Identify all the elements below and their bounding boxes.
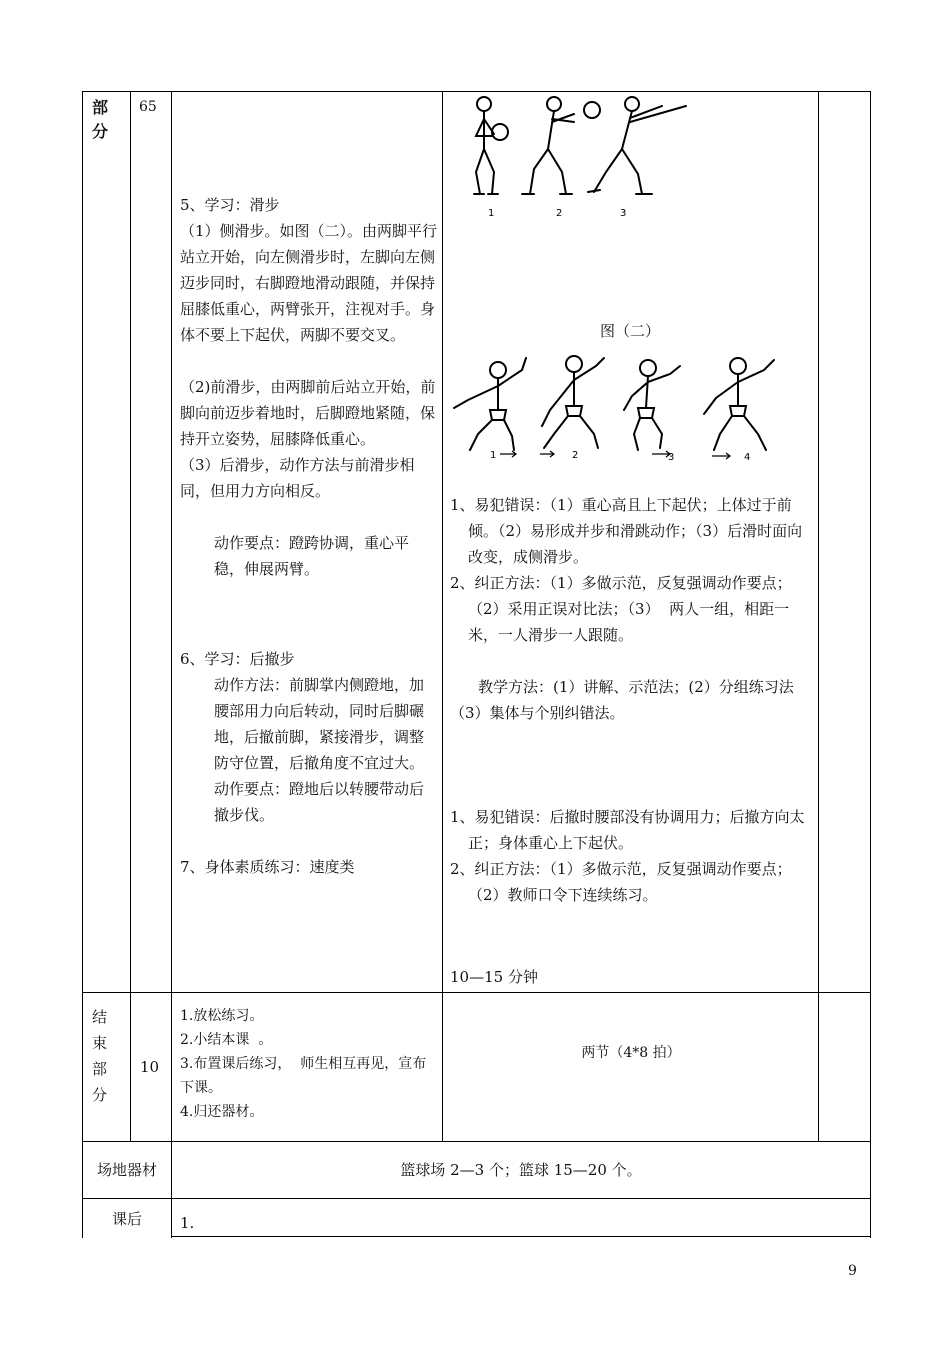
methods-column — [450, 492, 812, 908]
slide-fixes: 2、纠正方法：（1）多做示范，反复强调动作要点；（2）采用正误对比法；（3） 两人一组，相距一米，一人滑步一人跟随。 — [450, 574, 792, 644]
retreat-method-text: 动作方法：前脚掌内侧蹬地，加腰部用力向后转动，同时后脚碾地，后撤前脚，紧接滑步，调整防守位置，后撤角度不宜过大。 — [214, 676, 425, 772]
table-top-border — [82, 91, 871, 92]
after-class-value: 1. — [180, 1214, 195, 1232]
slide-figure-label-3: 3 — [668, 452, 675, 462]
retreat-key-points: 动作要点：蹬地后以转腰带动后撤步伐。 — [214, 780, 425, 824]
teaching-methods: 教学方法：(1）讲解、示范法；(2）分组练习法（3）集体与个别纠错法。 — [450, 678, 794, 722]
slide-figure-label-2: 2 — [572, 450, 579, 461]
end-item-1: 1.放松练习。 — [180, 1008, 264, 1024]
end-item-3: 3.布置课后练习， 师生相互再见，宣布下课。 — [180, 1056, 427, 1096]
table-right-border — [870, 91, 871, 1238]
table-row-divider — [82, 1141, 871, 1142]
after-class-label: 课后 — [111, 1210, 142, 1228]
content-column — [180, 192, 438, 880]
table-column-divider — [818, 91, 819, 1141]
slide-figure-label-1: 1 — [490, 450, 497, 461]
retreat-errors: 1、易犯错误：后撤时腰部没有协调用力；后撤方向太正；身体重心上下起伏。 — [450, 808, 805, 852]
section-time: 65 — [139, 99, 157, 115]
slide-figure-label-4: 4 — [744, 452, 751, 462]
slide-errors: 1、易犯错误：（1）重心高且上下起伏；上体过于前倾。（2）易形成并步和滑跳动作；（3）后滑时面向改变，成侧滑步。 — [450, 496, 803, 566]
fitness-practice: 7、身体素质练习：速度类 — [180, 858, 355, 876]
venue-value: 篮球场 2—3 个；篮球 15—20 个。 — [400, 1161, 642, 1179]
end-item-2: 2.小结本课 。 — [180, 1032, 273, 1048]
end-item-4: 4.归还器材。 — [180, 1104, 264, 1120]
passing-illustration — [462, 94, 702, 222]
venue-label: 场地器材 — [96, 1161, 157, 1179]
table-bottom-border — [171, 1236, 871, 1237]
table-column-divider — [442, 91, 443, 1141]
side-slide-text: （1）侧滑步。如图（二）。由两脚平行站立开始，向左侧滑步时，左脚向左侧迈步同时，右脚蹬地滑动跟随，并保持屈膝低重心，两臂张开，注视对手。身体不要上下起伏，两脚不要交叉。 — [180, 222, 438, 344]
end-section-time: 10 — [140, 1058, 160, 1076]
end-section-label: 结 束 部 分 — [92, 1008, 108, 1104]
slide-key-points: 动作要点：蹬跨协调，重心平稳，伸展两臂。 — [214, 534, 410, 578]
slide-step-title: 5、学习：滑步 — [180, 196, 280, 214]
end-section-items — [180, 1004, 438, 1124]
table-row-divider — [82, 1198, 871, 1199]
sliding-illustration — [448, 350, 788, 462]
pass-figure-label-3: 3 — [620, 208, 627, 219]
table-left-border — [82, 91, 83, 1238]
section-label: 部 分 — [92, 98, 109, 141]
front-slide-text: （2)前滑步，由两脚前后站立开始，前脚向前迈步着地时，后脚蹬地紧随，保持开立姿势，屈膝降低重心。 — [180, 378, 436, 448]
page-number: 9 — [848, 1263, 857, 1279]
table-row-divider — [82, 992, 871, 993]
back-slide-text: （3）后滑步，动作方法与前滑步相同，但用力方向相反。 — [180, 456, 415, 500]
pass-figure-label-1: 1 — [488, 208, 495, 219]
end-section-organization: 两节（4*8 拍） — [581, 1045, 681, 1061]
table-column-divider — [130, 91, 131, 1141]
retreat-step-title: 6、学习：后撤步 — [180, 650, 295, 668]
pass-figure-label-2: 2 — [556, 208, 563, 219]
retreat-fixes: 2、纠正方法：（1）多做示范，反复强调动作要点；（2）教师口令下连续练习。 — [450, 860, 792, 904]
practice-duration: 10—15 分钟 — [450, 968, 538, 986]
figure-caption: 图（二） — [599, 322, 660, 340]
table-column-divider — [171, 91, 172, 1238]
